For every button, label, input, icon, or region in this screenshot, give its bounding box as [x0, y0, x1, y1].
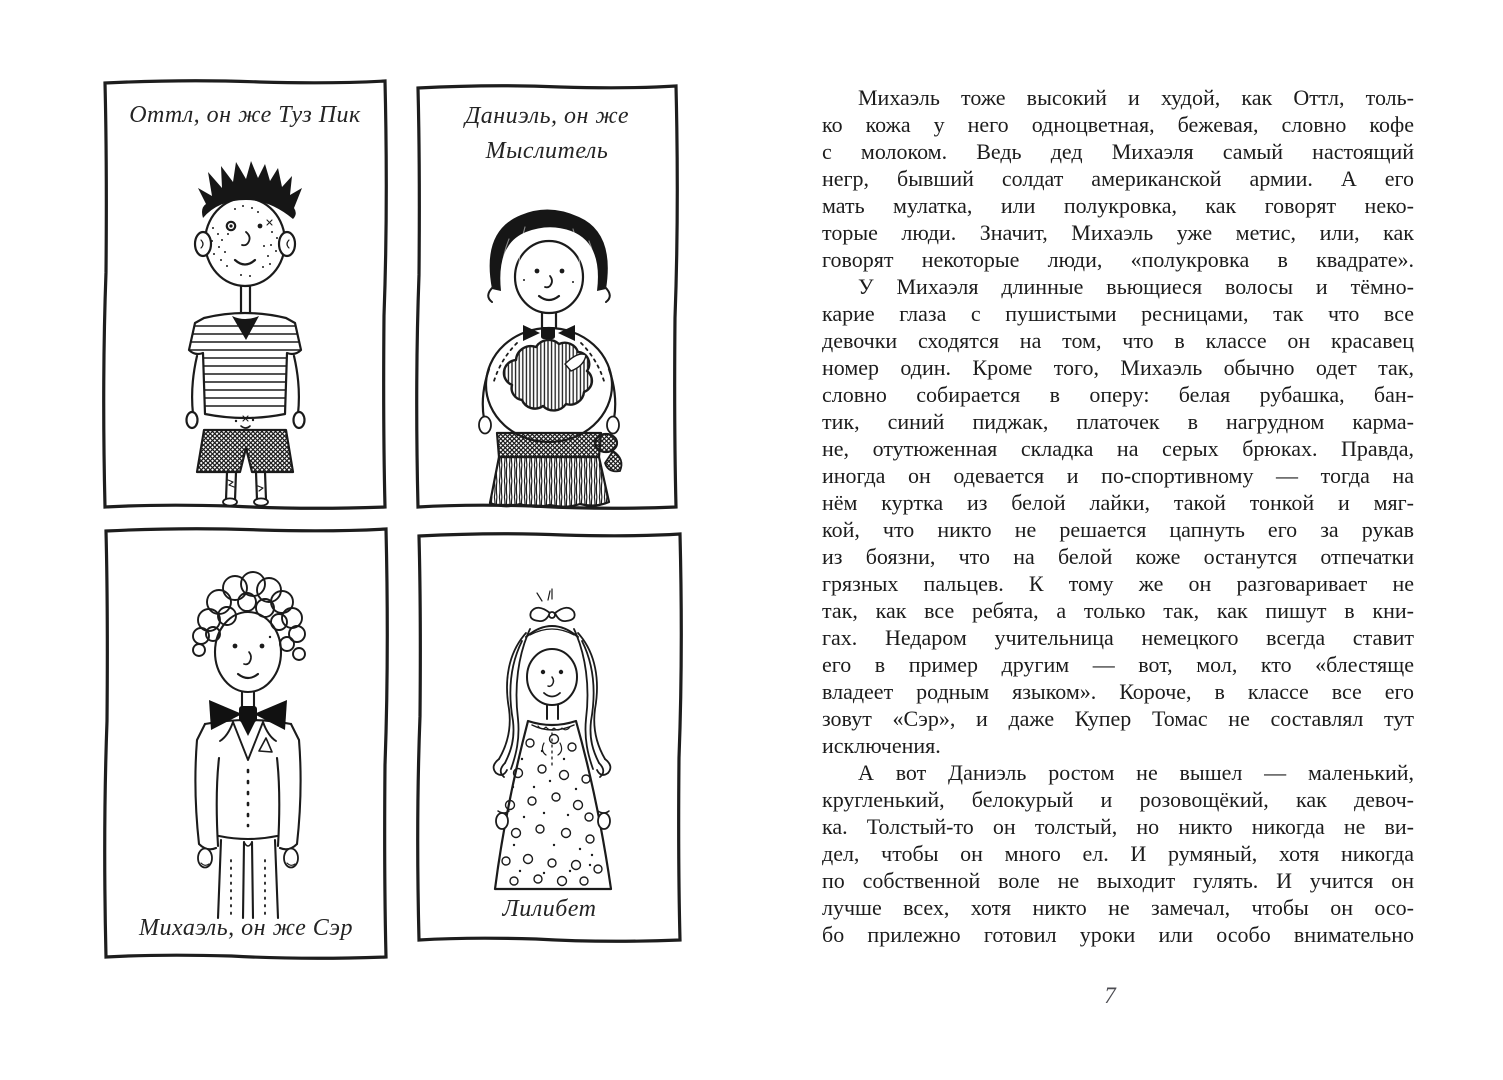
text-line: Михаэль тоже высокий и худой, как Оттл, толь-: [858, 85, 1414, 110]
page-number: 7: [1104, 983, 1116, 1008]
text-line: ка. Толстый-то он толстый, но никто никогда не ви-: [822, 814, 1414, 839]
text-line: мать мулатка, или полукровка, как говорят неко-: [822, 193, 1414, 218]
body-text: [822, 84, 1414, 948]
text-line: негр, бывший солдат американской армии. А его: [822, 166, 1414, 191]
text-line: с молоком. Ведь дед Михаэля самый настоящий: [822, 139, 1414, 164]
text-line: гах. Недаром учительница немецкого всегда ставит: [822, 625, 1414, 650]
caption-text: Михаэль, он же Сэр: [138, 915, 354, 941]
text-line: кой, что никто не решается цапнуть его за рукав: [822, 517, 1414, 542]
text-line: не, отутюженная складка на серых брюках. Правда,: [822, 436, 1414, 461]
text-line: говорят некоторые люди, «полукровка в квадрате».: [822, 247, 1414, 272]
text-line: словно собирается в оперу: белая рубашка, бан-: [822, 382, 1414, 407]
text-line: лучше всех, хотя никто не замечал, чтобы он осо-: [822, 895, 1414, 920]
caption-text: Мыслитель: [485, 138, 609, 164]
text-line: иногда он одевается и по-спортивному — тогда на: [822, 463, 1414, 488]
text-line: из боязни, что на белой коже останутся отпечатки: [822, 544, 1414, 569]
paragraph: [822, 759, 1414, 948]
text-line: исключения.: [822, 733, 941, 758]
paragraph: [822, 273, 1414, 759]
text-line: девочки сходятся на том, что в классе он красавец: [822, 328, 1414, 353]
text-line: карие глаза с пушистыми ресницами, так что все: [822, 301, 1414, 326]
text-line: по собственной воле не выходит гулять. И учится он: [822, 868, 1414, 893]
text-line: ко кожа у него одноцветная, бежевая, словно кофе: [822, 112, 1414, 137]
text-line: тик, синий пиджак, платочек в нагрудном карма-: [822, 409, 1414, 434]
text-line: нём куртка из белой лайки, такой тонкой и мяг-: [822, 490, 1414, 515]
caption-text: Оттл, он же Туз Пик: [129, 102, 361, 128]
illustration-frame-lilibet: [414, 529, 685, 945]
text-line: бо прилежно готовил уроки или особо внимательно: [822, 922, 1414, 947]
text-line: так, как все ребята, а только так, как пишут в кни-: [822, 598, 1414, 623]
caption-text: Лилибет: [502, 896, 597, 922]
text-line: дел, чтобы он много ел. И румяный, хотя никогда: [822, 841, 1414, 866]
text-line: грязных пальцев. К тому же он разговаривает не: [822, 571, 1414, 596]
illustration-frame-daniel: [413, 81, 681, 512]
lilibet-character-drawing: [414, 529, 685, 945]
text-line: кругленький, белокурый и розовощёкий, как девоч-: [822, 787, 1414, 812]
caption-lilibet: [414, 892, 685, 927]
caption-daniel: [413, 99, 681, 169]
illustration-frame-ottl: [100, 76, 390, 512]
paragraph: [822, 84, 1414, 273]
text-line: зовут «Сэр», и даже Купер Томас не составлял тут: [822, 706, 1414, 731]
caption-text: Даниэль, он же: [464, 103, 630, 129]
ottl-character-drawing: [100, 76, 390, 512]
michael-character-drawing: [101, 524, 391, 962]
caption-michael: [101, 911, 391, 946]
text-line: его в пример другим — вот, мол, кто «блестяще: [822, 652, 1414, 677]
text-line: А вот Даниэль ростом не вышел — маленький,: [858, 760, 1414, 785]
text-line: торые люди. Значит, Михаэль уже метис, или, как: [822, 220, 1414, 245]
text-line: У Михаэля длинные вьющиеся волосы и тёмно-: [858, 274, 1414, 299]
text-line: владеет родным языком». Короче, в классе все его: [822, 679, 1414, 704]
text-line: номер один. Кроме того, Михаэль обычно одет так,: [822, 355, 1414, 380]
caption-ottl: [100, 98, 390, 133]
illustration-frame-michael: [101, 524, 391, 962]
